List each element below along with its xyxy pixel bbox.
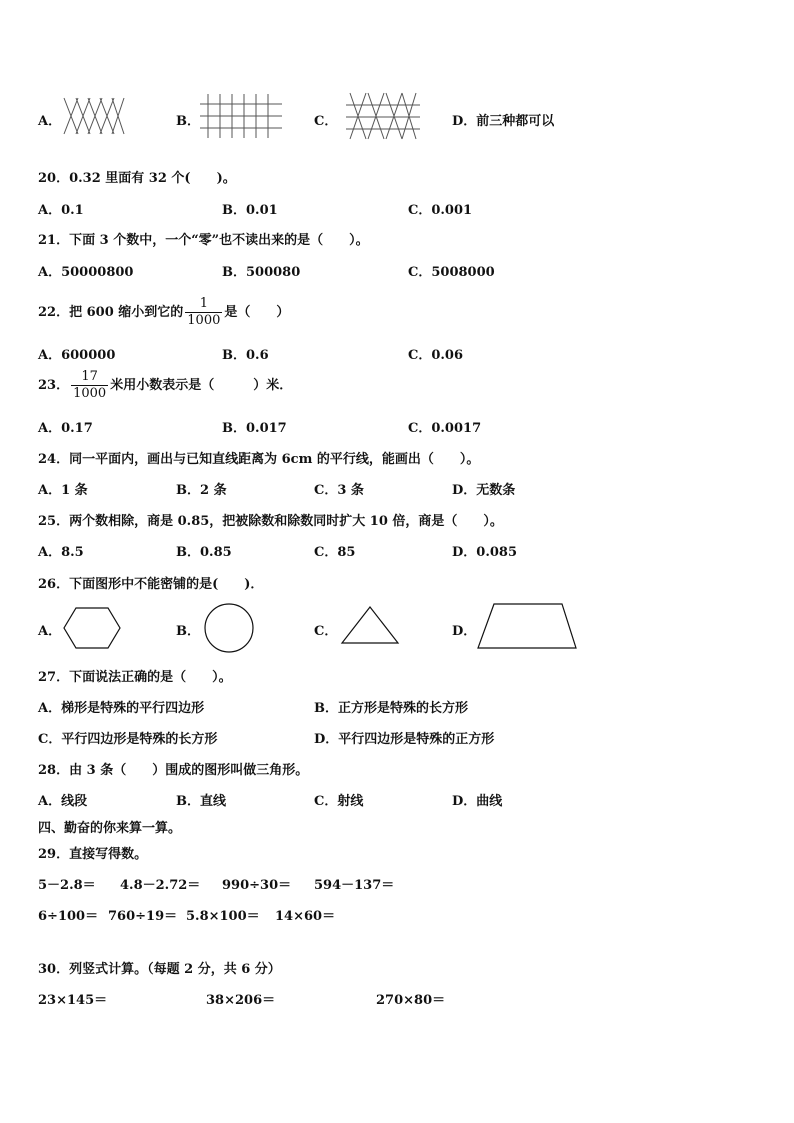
question-26-stem: 26．下面图形中不能密铺的是( )． xyxy=(38,577,264,592)
option-label: C． xyxy=(314,545,338,560)
option-label: A． xyxy=(38,348,62,363)
option-label: C． xyxy=(314,114,338,129)
option-label: C． xyxy=(314,624,338,639)
option-text: 直线 xyxy=(200,794,227,809)
option-text: 前三种都可以 xyxy=(476,114,555,129)
q28-option-c[interactable] xyxy=(314,790,363,809)
q26-option-c[interactable] xyxy=(314,620,337,639)
option-label: A． xyxy=(38,701,62,716)
option-label: D． xyxy=(452,794,477,809)
option-text: 0.6 xyxy=(246,348,269,363)
option-text: 无数条 xyxy=(476,483,516,498)
q19-option-a[interactable] xyxy=(38,110,61,129)
option-text: 0.01 xyxy=(246,203,278,218)
q23-option-a[interactable] xyxy=(38,417,93,436)
option-label: B． xyxy=(176,624,200,639)
option-label: B． xyxy=(176,545,200,560)
option-label: A． xyxy=(38,794,62,809)
section-title: 四、勤奋的你来算一算。 xyxy=(38,821,182,836)
option-label: C． xyxy=(408,421,432,436)
crossing-lines-figure xyxy=(62,96,126,136)
q26-option-d[interactable] xyxy=(452,620,476,639)
option-label: B． xyxy=(222,348,246,363)
option-text: 0.0017 xyxy=(431,421,482,436)
option-label: A． xyxy=(38,203,62,218)
question-23-stem xyxy=(38,369,292,402)
option-text: 曲线 xyxy=(476,794,503,809)
option-text: 2 条 xyxy=(200,483,227,498)
q24-option-a[interactable] xyxy=(38,479,88,498)
option-label: A． xyxy=(38,114,62,129)
option-text: 梯形是特殊的平行四边形 xyxy=(61,701,205,716)
calc-item: 6÷100＝ xyxy=(38,909,99,924)
option-text: 平行四边形是特殊的正方形 xyxy=(338,732,495,747)
option-text: 8.5 xyxy=(61,545,84,560)
triangle-figure xyxy=(340,605,400,645)
trapezoid-figure xyxy=(474,602,580,650)
q26-option-b[interactable] xyxy=(176,620,200,639)
question-29-stem: 29．直接写得数。 xyxy=(38,847,148,862)
q20-option-c[interactable] xyxy=(408,199,472,218)
diagonal-cross-figure xyxy=(346,93,420,139)
q24-option-c[interactable] xyxy=(314,479,364,498)
q28-option-d[interactable] xyxy=(452,790,502,809)
q25-option-d[interactable] xyxy=(452,541,517,560)
q28-option-a[interactable] xyxy=(38,790,87,809)
option-text: 正方形是特殊的长方形 xyxy=(338,701,469,716)
fraction-numerator: 1 xyxy=(199,296,208,311)
option-label: D． xyxy=(452,545,477,560)
q27-option-a[interactable] xyxy=(38,697,204,716)
stem-text: 米用小数表示是（ ）米． xyxy=(110,378,293,393)
q27-option-d[interactable] xyxy=(314,728,494,747)
option-text: 0.1 xyxy=(61,203,84,218)
option-label: B． xyxy=(222,203,246,218)
option-text: 500080 xyxy=(246,265,301,280)
question-30-stem: 30．列竖式计算。（每题 2 分，共 6 分） xyxy=(38,962,281,977)
option-text: 1 条 xyxy=(61,483,88,498)
question-24-stem: 24．同一平面内，画出与已知直线距离为 6cm 的平行线，能画出（ ）。 xyxy=(38,452,480,467)
q26-option-a[interactable] xyxy=(38,620,61,639)
q19-option-b[interactable] xyxy=(176,110,200,129)
option-label: D． xyxy=(314,732,339,747)
option-text: 5008000 xyxy=(431,265,495,280)
option-text: 0.06 xyxy=(431,348,464,363)
q27-option-b[interactable] xyxy=(314,697,468,716)
option-label: C． xyxy=(314,794,338,809)
q22-option-b[interactable] xyxy=(222,344,269,363)
calc-item: 990÷30＝ xyxy=(222,878,292,893)
option-text: 0.17 xyxy=(61,421,93,436)
option-text: 0.001 xyxy=(431,203,473,218)
calc-item: 4.8－2.72＝ xyxy=(120,878,201,893)
vertical-calc-item: 38×206＝ xyxy=(206,993,276,1008)
hexagon-figure xyxy=(62,606,122,650)
vertical-calc-item: 270×80＝ xyxy=(376,993,446,1008)
option-text: 0.017 xyxy=(246,421,287,436)
q24-option-d[interactable] xyxy=(452,479,515,498)
option-label: B． xyxy=(222,265,246,280)
calc-item: 760÷19＝ xyxy=(108,909,178,924)
circle-figure xyxy=(203,602,255,654)
q25-option-c[interactable] xyxy=(314,541,355,560)
option-label: A． xyxy=(38,265,62,280)
option-text: 0.85 xyxy=(200,545,232,560)
stem-text: 23． xyxy=(38,378,70,393)
q21-option-c[interactable] xyxy=(408,261,495,280)
q22-option-c[interactable] xyxy=(408,344,463,363)
option-label: B． xyxy=(176,114,200,129)
stem-text: 是（ ） xyxy=(224,305,290,320)
option-label: C． xyxy=(38,732,62,747)
q21-option-b[interactable] xyxy=(222,261,300,280)
option-label: A． xyxy=(38,421,62,436)
q28-option-b[interactable] xyxy=(176,790,226,809)
fraction-denominator: 1000 xyxy=(187,313,221,328)
q27-option-c[interactable] xyxy=(38,728,217,747)
option-label: D． xyxy=(452,624,477,639)
q21-option-a[interactable] xyxy=(38,261,133,280)
option-label: C． xyxy=(408,265,432,280)
option-label: B． xyxy=(222,421,246,436)
question-28-stem: 28．由 3 条（ ）围成的图形叫做三角形。 xyxy=(38,763,309,778)
q20-option-b[interactable] xyxy=(222,199,278,218)
question-20-stem: 20．0.32 里面有 32 个( )。 xyxy=(38,171,236,186)
grid-lines-figure xyxy=(200,94,282,138)
q24-option-b[interactable] xyxy=(176,479,227,498)
q25-option-a[interactable] xyxy=(38,541,84,560)
vertical-calc-item: 23×145＝ xyxy=(38,993,108,1008)
q19-option-d[interactable] xyxy=(452,110,554,129)
q23-option-c[interactable] xyxy=(408,417,481,436)
q23-option-b[interactable] xyxy=(222,417,287,436)
option-label: A． xyxy=(38,545,62,560)
calc-item: 5.8×100＝ xyxy=(186,909,260,924)
fraction xyxy=(185,296,222,329)
option-text: 线段 xyxy=(61,794,88,809)
question-21-stem: 21．下面 3 个数中，一个“零”也不读出来的是（ ）。 xyxy=(38,233,369,248)
calc-item: 594－137＝ xyxy=(314,878,395,893)
option-label: C． xyxy=(314,483,338,498)
option-text: 600000 xyxy=(61,348,116,363)
q19-option-c[interactable] xyxy=(314,110,337,129)
option-label: D． xyxy=(452,114,477,129)
option-label: D． xyxy=(452,483,477,498)
stem-text: 22．把 600 缩小到它的 xyxy=(38,305,184,320)
option-label: B． xyxy=(176,794,200,809)
q22-option-a[interactable] xyxy=(38,344,115,363)
fraction-numerator: 17 xyxy=(81,369,98,384)
question-25-stem: 25．两个数相除，商是 0.85，把被除数和除数同时扩大 10 倍，商是（ ）。 xyxy=(38,514,503,529)
option-text: 50000800 xyxy=(61,265,134,280)
option-label: B． xyxy=(314,701,338,716)
option-label: A． xyxy=(38,483,62,498)
option-label: C． xyxy=(408,348,432,363)
option-text: 射线 xyxy=(337,794,364,809)
option-label: A． xyxy=(38,624,62,639)
q20-option-a[interactable] xyxy=(38,199,84,218)
option-label: C． xyxy=(408,203,432,218)
option-label: B． xyxy=(176,483,200,498)
option-text: 平行四边形是特殊的长方形 xyxy=(61,732,218,747)
calc-item: 5－2.8＝ xyxy=(38,878,96,893)
fraction-denominator: 1000 xyxy=(73,386,107,401)
fraction xyxy=(71,369,108,402)
question-22-stem xyxy=(38,296,289,329)
option-text: 3 条 xyxy=(337,483,364,498)
q25-option-b[interactable] xyxy=(176,541,232,560)
option-text: 0.085 xyxy=(476,545,517,560)
option-text: 85 xyxy=(337,545,356,560)
question-27-stem: 27．下面说法正确的是（ ）。 xyxy=(38,670,232,685)
calc-item: 14×60＝ xyxy=(275,909,336,924)
